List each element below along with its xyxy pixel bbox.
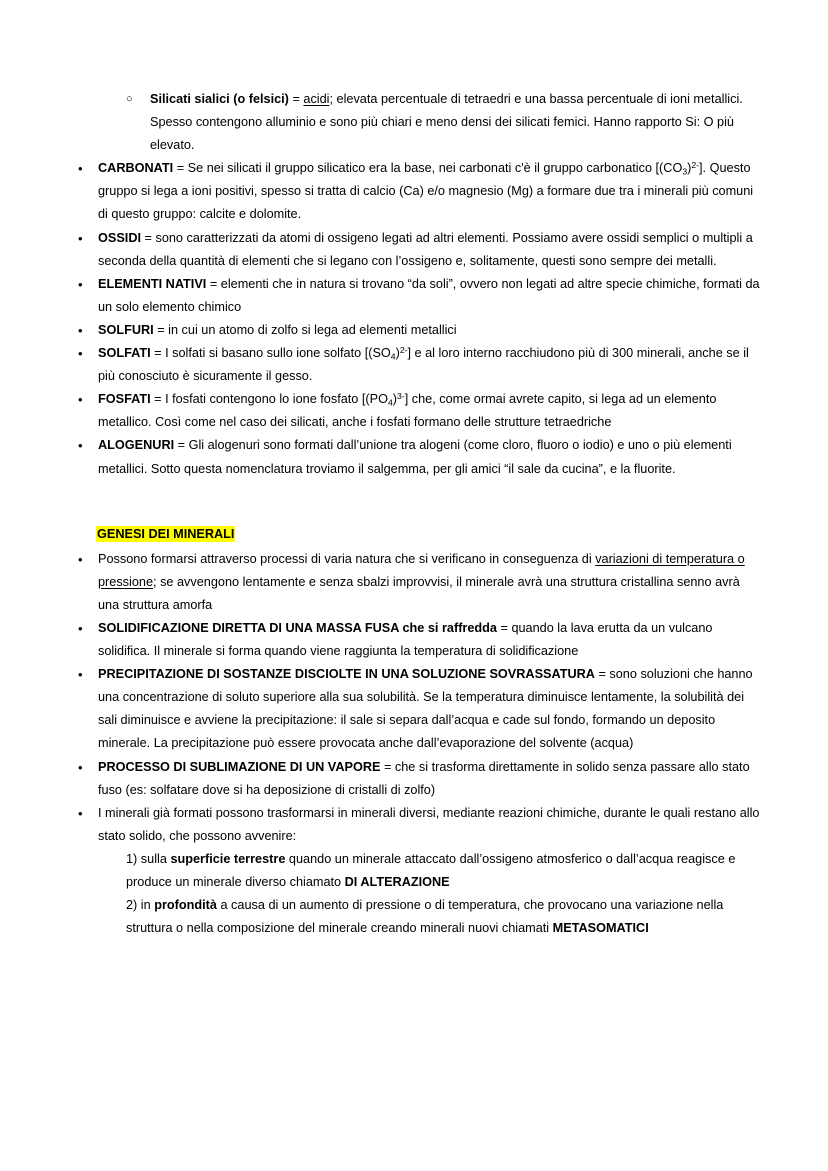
list-item [70,802,760,848]
list-item-text: Silicati sialici (o felsici) = acidi; elevata percentuale di tetraedri e una bassa percentuale di ioni metallici. Spesso contengono alluminio e sono più chiari e meno densi dei silicati femici. Hanno rapporto Si: O più elevato. [150,92,743,153]
list-item [70,663,760,755]
list-item [70,756,760,802]
list-item-text: SOLIDIFICAZIONE DIRETTA DI UNA MASSA FUSA che si raffredda = quando la lava erutta da un vulcano solidifica. Il minerale si forma quando viene raggiunta la temperatura di solidificazione [98,620,713,659]
list-item-text: ALOGENURI = Gli alogenuri sono formati dall’unione tra alogeni (come cloro, fluoro o iodio) e uno o più elementi metallici. Sotto questa nomenclatura troviamo il salgemma, per gli amici “il sale da cucina”, e la fluorite. [98,438,732,476]
list-item-text: SOLFURI = in cui un atomo di zolfo si lega ad elementi metallici [98,322,457,337]
list-item [70,157,760,226]
bullet-dot-icon: • [78,346,83,362]
section-heading [70,523,760,546]
list-item-text: Possono formarsi attraverso processi di varia natura che si verificano in conseguenza di variazioni di temperatura o pressione; se avvengono lentamente e senza sbalzi improvvisi, il minerale avrà una struttura cristallina senno avrà una struttura amorfa [98,551,745,612]
numbered-item-text: 2) in profondità a causa di un aumento di pressione o di temperatura, che provocano una variazione nella struttura o nella composizione del minerale creando minerali nuovi chiamati METASOMATICI [126,898,724,936]
list-item [70,617,760,663]
list-item [70,319,760,342]
bullet-dot-icon: • [78,392,83,408]
bullet-dot-icon: • [78,230,83,246]
bullet-dot-icon: • [78,667,83,683]
bullet-dot-icon: • [78,805,83,821]
list-item [70,227,760,273]
list-item [70,434,760,480]
numbered-item-text: 1) sulla superficie terrestre quando un minerale attaccato dall’ossigeno atmosferico o dall’acqua reagisce e produce un minerale diverso chiamato DI ALTERAZIONE [126,851,736,889]
list-item-text: OSSIDI = sono caratterizzati da atomi di ossigeno legati ad altri elementi. Possiamo avere ossidi semplici o multipli a seconda della quantità di elementi che si legano con l’ossigeno e, solitamente, questi sono sempre dei metalli. [98,230,753,268]
list-item-text: ELEMENTI NATIVI = elementi che in natura si trovano “da soli”, ovvero non legati ad altre specie chimiche, formati da un solo elemento chimico [98,276,760,314]
bullet-dot-icon: • [78,276,83,292]
bullet-dot-icon: • [78,161,83,177]
list-item-text: FOSFATI = I fosfati contengono lo ione fosfato $[(PO_4)^{3-}]$ che, come ormai avrete capito, si lega ad un elemento metallico. Così come nel caso dei silicati, anche i fosfati formano delle strutture tetraedriche [98,391,717,430]
list-item-text: I minerali già formati possono trasformarsi in minerali diversi, mediante reazioni chimiche, durante le quali restano allo stato solido, che possono avvenire: [98,805,760,843]
bullet-dot-icon: • [78,620,83,636]
list-item [70,548,760,617]
bullet-dot-icon: • [78,551,83,567]
numbered-item [70,894,760,940]
bullet-dot-icon: • [78,322,83,338]
genesis-list [70,548,760,941]
section-heading-label: GENESI DEI MINERALI [97,526,235,541]
bullet-dot-icon: • [78,759,83,775]
list-item-text: CARBONATI = Se nei silicati il gruppo silicatico era la base, nei carbonati c'è il gruppo carbonatico $[(CO_3)^{2-}]$. Questo gruppo si lega a ioni positivi, spesso si tratta di calcio (Ca) e/o magnesio (Mg) a formare due tra i minerali più comuni di questo gruppo: calcite e dolomite. [98,160,754,222]
numbered-item [70,848,760,894]
list-item-text: PROCESSO DI SUBLIMAZIONE DI UN VAPORE = che si trasforma direttamente in solido senza passare allo stato fuso (es: solfatare dove si ha deposizione di cristalli di zolfo) [98,759,750,797]
list-item [70,342,760,388]
list-item [70,388,760,434]
list-item [70,273,760,319]
list-item-text: SOLFATI = I solfati si basano sullo ione solfato $[(SO_4)^{2-}]$ e al loro interno racchiudono più di 300 minerali, anche se il più conosciuto è sicuramente il gesso. [98,345,749,384]
list-item-text: PRECIPITAZIONE DI SOSTANZE DISCIOLTE IN UNA SOLUZIONE SOVRASSATURA = sono soluzioni che hanno una concentrazione di soluto superiore alla sua solubilità. Se la temperatura diminuisce lentamente, la solubilità dei sali diminuisce e avviene la precipitazione: il sale si separa dall’acqua e cade sul fondo, formando un deposito minerale. La precipitazione può essere provocata anche dall’evaporazione del solvente (acqua) [98,667,753,751]
bullet-dot-icon: • [78,438,83,454]
bullet-hollow-icon: ○ [126,93,133,105]
minerals-class-list [70,88,760,481]
document-content [70,88,760,940]
list-item [70,88,760,157]
